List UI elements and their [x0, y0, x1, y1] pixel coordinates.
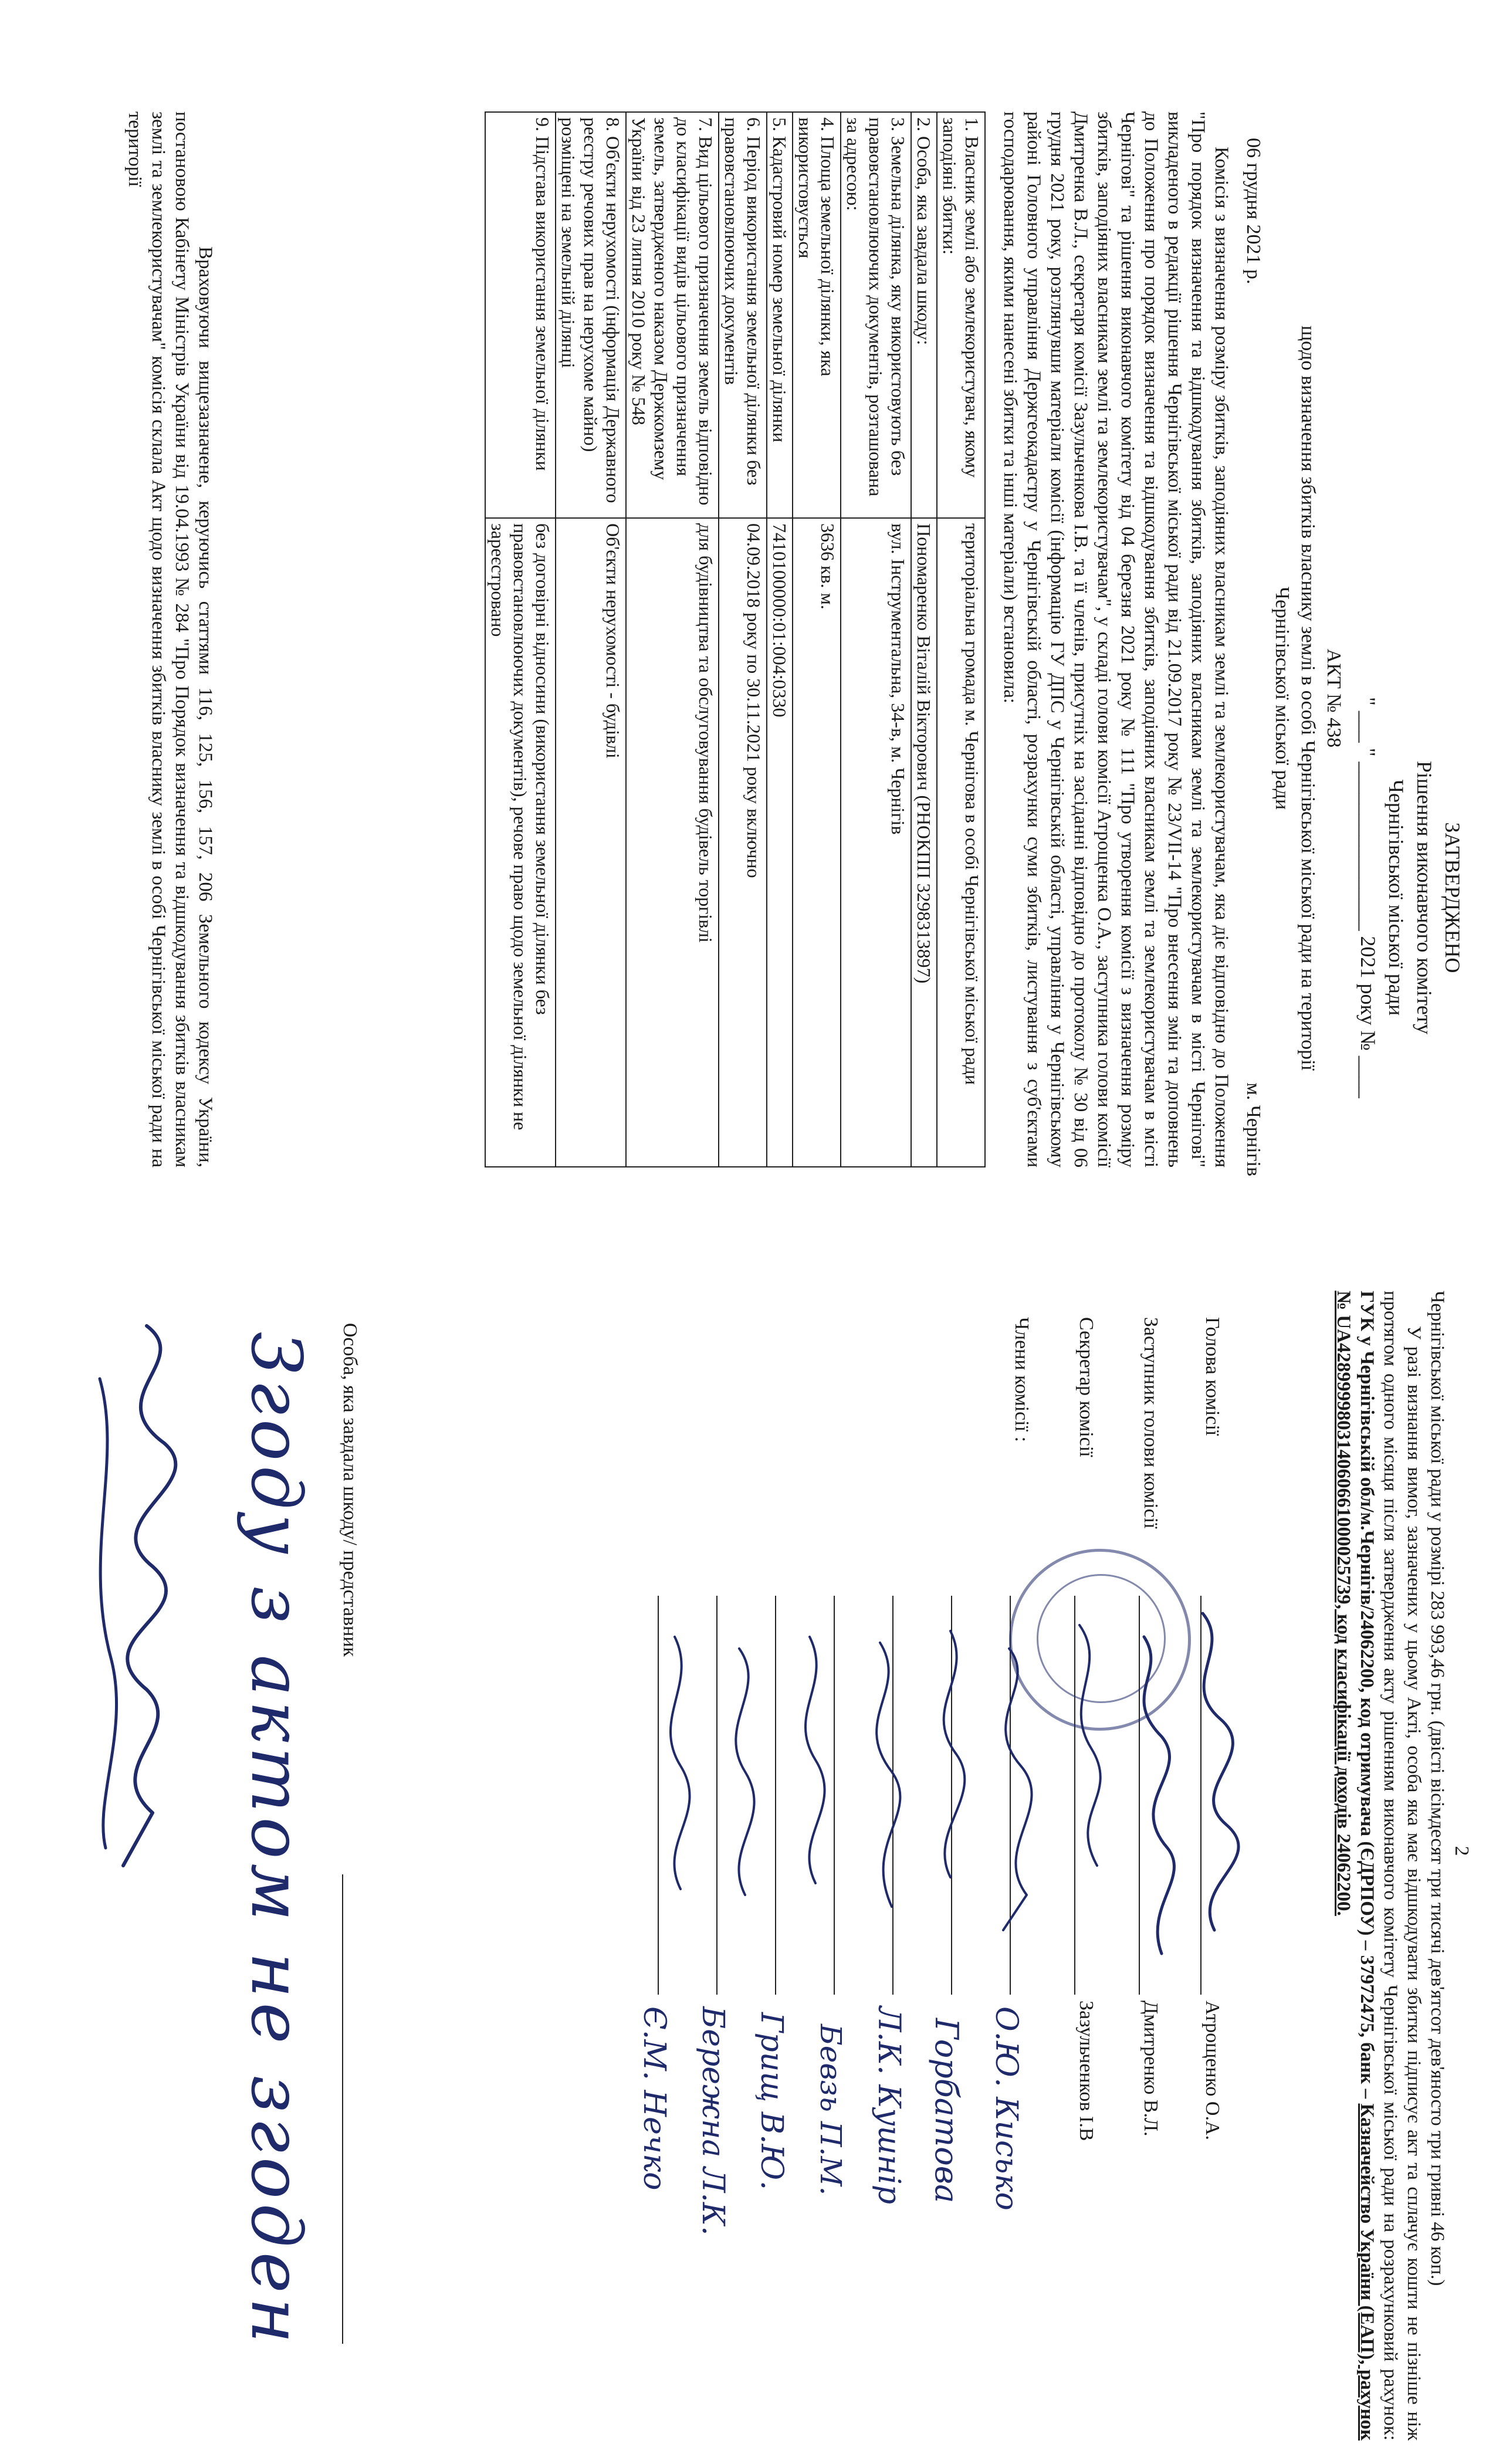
act-date: 06 грудня 2021 р. [1243, 138, 1264, 285]
member-signature-4: Бевзь П.М. [814, 2024, 848, 2196]
fact-key: 1. Власник землі або землекористувач, якому заподіяні збитки: [937, 112, 985, 518]
act-number: АКТ № 438 [1323, 648, 1345, 748]
member-signature-1: О.Ю. Кисько [989, 2006, 1024, 2211]
table-row [626, 112, 719, 1167]
continuation-block [1332, 1291, 1449, 2441]
role-head: Голова комісії [1201, 1317, 1223, 1436]
table-row [556, 112, 626, 1167]
name-head: Атрощенко О.А. [1201, 2001, 1223, 2140]
member-signature-3: Л.К. Кушнір [871, 2006, 906, 2205]
act-city: м. Чернігів [1243, 1082, 1264, 1176]
role-deputy: Заступник голови комісії [1140, 1317, 1162, 1529]
account-line-b: Казначейство України (ЕАП), рахунок № UA428999980314060661000025739, код [1333, 1291, 1377, 2441]
fact-value: 04.09.2018 року по 30.11.2021 року включно [719, 518, 767, 1167]
table-row [719, 112, 767, 1167]
table-row [937, 112, 985, 1167]
account-line-a: ГУК у Чернігівській обл/м.Чернігів/24062200, код отримувача (ЄДРПОУ) – 37972475, банк – [1356, 1291, 1377, 2099]
table-row [793, 112, 841, 1167]
continuation-text: Чернігівської міської ради у розмірі 283 993,46 грн. (двісті вісімдесят три тисячі дев'ятсот дев'яносто три гривні 46 коп.) [1427, 1291, 1448, 2286]
fact-value: 3636 кв. м. [793, 518, 841, 1167]
page-two [0, 1238, 1496, 2464]
table-row [841, 112, 911, 1167]
table-row [485, 112, 556, 1167]
account-line-c: класифікації доходів 24062200. [1333, 1649, 1354, 1916]
act-heading [1269, 141, 1346, 1255]
fact-key: 8. Об'єкти нерухомості (інформація Державного реєстру речових прав на нерухоме майно) розміщені на земельній ділянці [556, 112, 626, 518]
name-deputy: Дмитренко В.Л. [1140, 2001, 1162, 2137]
facts-table [485, 111, 986, 1167]
table-row [911, 112, 937, 1167]
fact-value: вул. Інструментальна, 34-в, м. Чернігів [841, 518, 911, 1167]
act-subtitle-2: Чернігівської міської ради [1271, 586, 1293, 810]
table-row [767, 112, 793, 1167]
intro-text: Комісія з визначення розміру збитків, заподіяних власникам землі та землекористувачам, яка діє відповідно до Положення "Про порядок визначення та відшкодування збитків, заподіяних власникам землі та землекористувачам в місті Чернігові" викладеного в редакції рішення Чернігівської міської ради від 21.09.2017 року № 23/VII-14 "Про внесення змін та доповнень до Положення про порядок визначення та відшкодування збитків, заподіяних власникам землі та землекористувачам в місті Чернігові" та рішення виконавчого комітету від 04 березня 2021 року № 111 "Про утворення комісії з визначення розміру збитків, заподіяних власникам землі та землекористувачам", у складі голови комісії Атрощенка О.А., заступника голови комісії Дмитренка В.Л., секретаря комісії Зазульченкова І.В. та її членів, присутніх на засіданні відповідно до протоколу № 30 від 06 грудня 2021 року, розглянувши матеріали комісії (інформацію ГУ ДПС у Чернігівській області, управління у Чернігівському районі Головного управління Держгеокадастру у Чернігівській області, розрахунки суми збитків, листування з суб'єктами господарювання, якими нанесені збитки та інші матеріали) встановила: [1000, 111, 1232, 1167]
payment-paragraph [1332, 1291, 1426, 2441]
fact-key: 4. Площа земельної ділянки, яка використовується [793, 112, 841, 518]
fact-key: 3. Земельна ділянка, яку використовують без правовстановлюючих документів, розташована за адресою: [841, 112, 911, 518]
approval-line-date: " ___ " ________________ 2021 року № ____ [1356, 697, 1380, 1098]
member-signature-2: Горбатова [928, 2018, 965, 2204]
page-number: 2 [1451, 1846, 1473, 1856]
responsible-signature [65, 1308, 217, 1895]
closing-text: Враховуючи вищезазначене, керуючись статтями 116, 125, 156, 157, 206 Земельного кодексу України, постановою Кабінету Міністрів України від 19.04.1993 № 284 "Про Порядок визначення та відшкодування збитків власникам землі та землекористувачам" комісія склала Акт щодо визначення збитків власнику землі в особі Чернігівської міської ради на території [124, 111, 216, 1167]
fact-key: 6. Період використання земельної ділянки без правовстановлюючих документів [719, 112, 767, 518]
page-one [0, 0, 1496, 1226]
payment-text: У разі визнання вимог, зазначених у цьому Акті, особа яка має відшкодувати збитки підписує акт та сплачує кошти не пізніше ніж протягом одного місяця після затвердження акту рішенням виконавчого комітету Чернігівської міської ради на розрахунковий рахунок: [1380, 1291, 1424, 2441]
fact-key: 9. Підстава використання земельної ділянки [485, 112, 556, 518]
member-signature-5: Грищ В.Ю. [754, 2012, 789, 2191]
role-members: Члени комісії : [1011, 1317, 1033, 1443]
approval-line-council: Чернігівської міської ради [1385, 779, 1408, 1016]
responsible-label: Особа, яка завдала шкоду/ представник [339, 1323, 361, 1657]
fact-value: 7410100000:01:004:0330 [767, 518, 793, 1167]
member-signature-6: Бережна Л.К. [695, 2006, 730, 2236]
act-subtitle-1: щодо визначення збитків власнику землі в особі Чернігівської міської ради на території [1297, 325, 1319, 1071]
fact-value: без договірні відносини (використання земельної ділянки без правовстановлюючих документів), речове право щодо земельної ділянки не зареєстровано [485, 518, 556, 1167]
approval-title: ЗАТВЕРДЖЕНО [1441, 822, 1464, 973]
approval-block [1354, 598, 1467, 1197]
responsible-handwriting: Згоду з актом не згоден [236, 1332, 317, 2348]
fact-value: для будівництва та обслуговування будівель торгівлі [626, 518, 719, 1167]
fact-key: 2. Особа, яка завдала шкоду: [911, 112, 937, 518]
member-signature-7: Є.М. Нечко [637, 2006, 672, 2191]
closing-paragraph [123, 111, 217, 1167]
fact-value: Пономаренко Віталій Вікторович (РНОКПП 3298313897) [911, 518, 937, 1167]
fact-value: територіальна громада м. Чернігова в особі Чернігівської міської ради [937, 518, 985, 1167]
approval-line-decision: Рішення виконавчого комітету [1413, 760, 1436, 1035]
intro-paragraph [999, 111, 1233, 1167]
fact-key: 7. Вид цільового призначення земель відповідно до класифікації видів цільового призначення земель, затвердженого наказом Держкомзему України від 23 липня 2010 року № 548 [626, 112, 719, 518]
fact-key: 5. Кадастровий номер земельної ділянки [767, 112, 793, 518]
signature-line [342, 1874, 343, 2344]
name-secretary: Зазульченков І.В [1075, 2001, 1097, 2141]
handwritten-signatures [634, 1602, 1255, 2024]
date-line [1242, 138, 1264, 1176]
role-secretary: Секретар комісії [1075, 1317, 1097, 1457]
fact-value: Об'єкти нерухомості - будівлі [556, 518, 626, 1167]
